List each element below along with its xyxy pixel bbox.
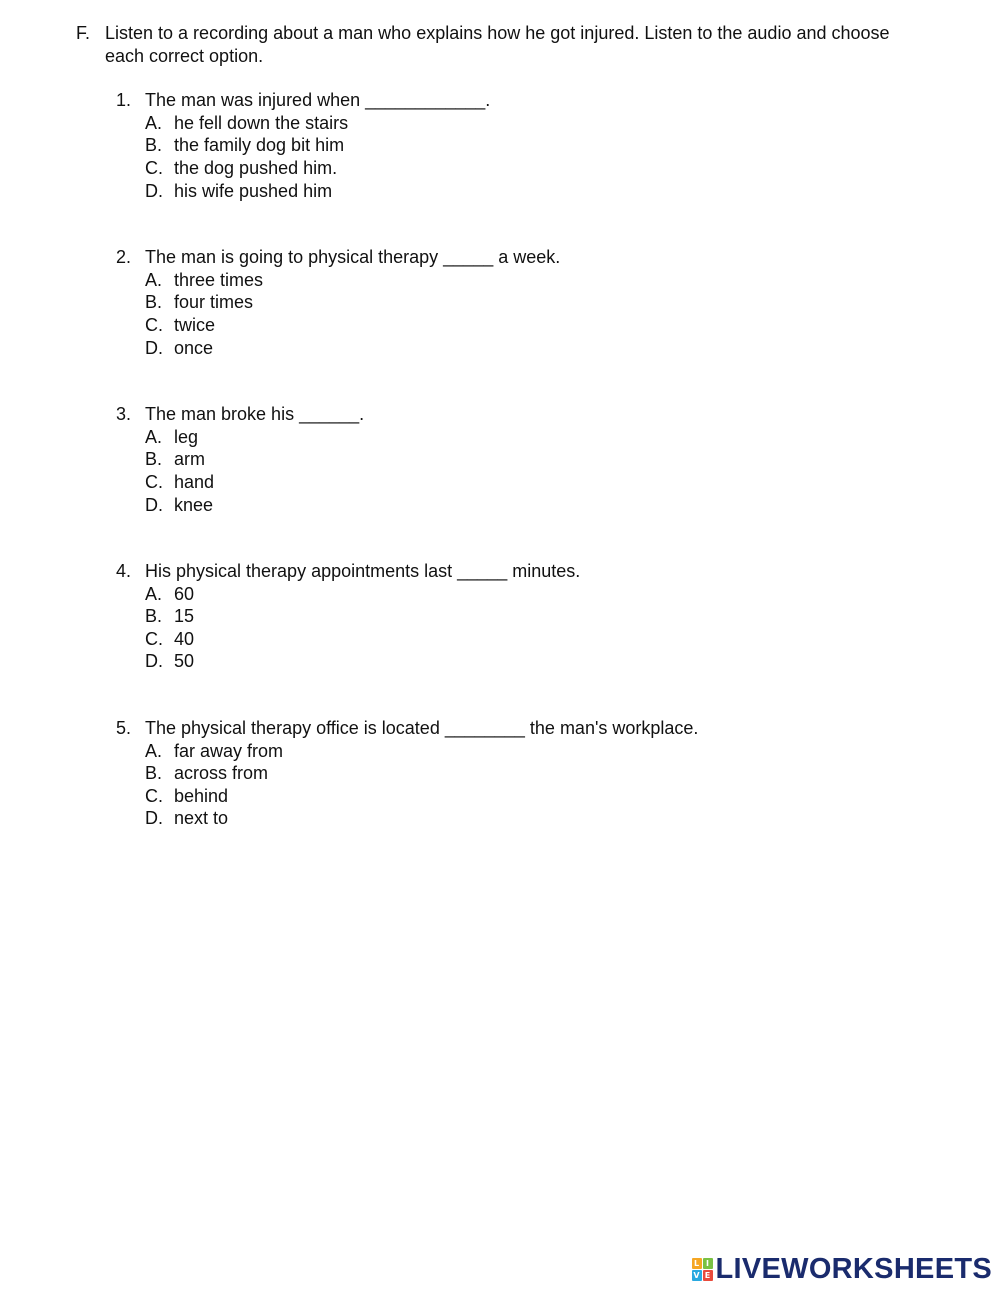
question <box>116 89 956 202</box>
option-letter: C. <box>145 785 163 806</box>
question-prompt: The physical therapy office is located ________ the man's workplace. <box>145 718 699 739</box>
section-letter: F. <box>76 23 91 43</box>
option-text: 50 <box>174 651 195 672</box>
option-letter: A. <box>145 269 163 290</box>
option-text: next to <box>174 808 229 829</box>
logo-wordmark: LIVEWORKSHEETS <box>715 1253 992 1285</box>
option-text: 15 <box>174 606 195 627</box>
question-list <box>76 89 956 830</box>
question-prompt: The man broke his ______. <box>145 404 365 425</box>
section-header <box>76 22 956 67</box>
logo-mark-cell: V <box>693 1270 700 1280</box>
option-letter: B. <box>145 763 163 784</box>
answer-option[interactable] <box>145 762 956 785</box>
option-letter: C. <box>145 628 163 649</box>
option-letter: C. <box>145 157 163 178</box>
option-letter: A. <box>145 583 163 604</box>
answer-option[interactable] <box>145 291 956 314</box>
question <box>116 717 956 830</box>
option-letter: B. <box>145 292 163 313</box>
option-text: arm <box>174 449 205 470</box>
question-prompt: His physical therapy appointments last _____ minutes. <box>145 561 581 582</box>
answer-option[interactable] <box>145 426 956 449</box>
option-letter: D. <box>145 180 163 201</box>
answer-option[interactable] <box>145 112 956 135</box>
answer-option[interactable] <box>145 740 956 763</box>
answer-option[interactable] <box>145 448 956 471</box>
option-text: 60 <box>174 583 195 604</box>
option-list <box>116 740 956 830</box>
answer-option[interactable] <box>145 157 956 180</box>
option-text: twice <box>174 314 216 335</box>
option-text: hand <box>174 471 215 492</box>
answer-option[interactable] <box>145 583 956 606</box>
answer-option[interactable] <box>145 807 956 830</box>
option-letter: D. <box>145 651 163 672</box>
option-text: he fell down the stairs <box>174 112 349 133</box>
question <box>116 403 956 516</box>
option-list <box>116 112 956 202</box>
option-text: far away from <box>174 740 284 761</box>
option-list <box>116 583 956 673</box>
exercise-section <box>76 22 956 874</box>
logo-mark-cell: L <box>692 1258 702 1269</box>
option-text: his wife pushed him <box>174 180 333 201</box>
answer-option[interactable] <box>145 605 956 628</box>
option-letter: A. <box>145 426 163 447</box>
option-text: once <box>174 337 214 358</box>
answer-option[interactable] <box>145 269 956 292</box>
option-text: 40 <box>174 628 195 649</box>
option-letter: B. <box>145 606 163 627</box>
option-letter: B. <box>145 449 163 470</box>
question <box>116 246 956 359</box>
option-letter: D. <box>145 808 163 829</box>
answer-option[interactable] <box>145 180 956 203</box>
question-prompt: The man is going to physical therapy _____ a week. <box>145 247 561 268</box>
answer-option[interactable] <box>145 134 956 157</box>
option-letter: B. <box>145 135 163 156</box>
answer-option[interactable] <box>145 337 956 360</box>
option-text: four times <box>174 292 254 313</box>
option-list <box>116 426 956 516</box>
answer-option[interactable] <box>145 314 956 337</box>
option-text: the family dog bit him <box>174 135 345 156</box>
logo-mark-icon <box>692 1258 713 1281</box>
option-text: three times <box>174 269 264 290</box>
option-text: across from <box>174 763 269 784</box>
option-text: leg <box>174 426 199 447</box>
answer-option[interactable] <box>145 785 956 808</box>
option-letter: C. <box>145 314 163 335</box>
option-text: behind <box>174 785 229 806</box>
liveworksheets-logo <box>692 1253 993 1285</box>
option-letter: A. <box>145 112 163 133</box>
question-prompt: The man was injured when ____________. <box>145 90 491 111</box>
option-text: knee <box>174 494 214 515</box>
answer-option[interactable] <box>145 628 956 651</box>
answer-option[interactable] <box>145 650 956 673</box>
section-instructions: Listen to a recording about a man who explains how he got injured. Listen to the audio and choose each correct option. <box>105 23 890 66</box>
option-text: the dog pushed him. <box>174 157 338 178</box>
option-letter: D. <box>145 337 163 358</box>
option-letter: D. <box>145 494 163 515</box>
option-letter: C. <box>145 471 163 492</box>
option-letter: A. <box>145 740 163 761</box>
question-number: 4. <box>116 561 132 582</box>
answer-option[interactable] <box>145 471 956 494</box>
option-list <box>116 269 956 359</box>
answer-option[interactable] <box>145 494 956 517</box>
question-number: 5. <box>116 718 132 739</box>
question-number: 3. <box>116 404 132 425</box>
question-number: 1. <box>116 90 132 111</box>
logo-mark-cell: I <box>703 1258 713 1269</box>
question-number: 2. <box>116 247 132 268</box>
logo-mark-cell: E <box>703 1270 713 1281</box>
question <box>116 560 956 673</box>
